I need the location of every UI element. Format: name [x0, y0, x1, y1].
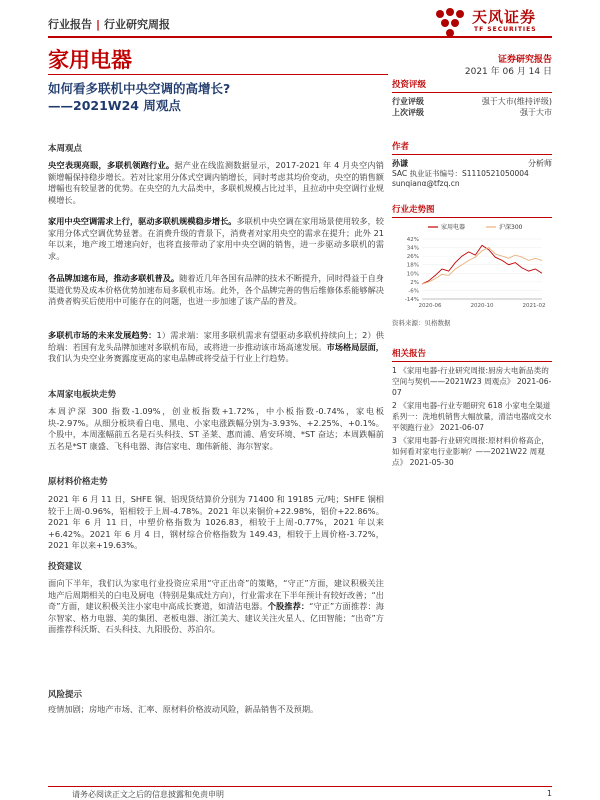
logo-text-cn: 天风证券: [472, 8, 537, 26]
section-risk-heading: 风险提示: [48, 690, 83, 700]
trend-chart: [392, 221, 552, 316]
series-line-2: [422, 248, 542, 284]
view-paragraph-4: [48, 330, 384, 365]
title-line-1: 如何看多联机中央空调的高增长?: [48, 81, 231, 96]
crumb-report: 行业报告: [48, 18, 92, 31]
footer-rule: [48, 786, 552, 787]
x-tick-label: 2021-02: [522, 303, 546, 309]
view-p1-lead: 央空表现亮眼，多联机领跑行业。: [48, 160, 175, 170]
trend-chart-svg: [392, 221, 552, 316]
report-title: [48, 80, 384, 114]
related-report-2[interactable]: 2 《家用电器-行业专题研究 618 小家电全渠道系列一：洗地机销售大幅放量，清洁电器成交水平领跑行业》 2021-06-07: [392, 401, 552, 432]
view-paragraph-3: [48, 273, 384, 308]
related-heading: 相关报告: [392, 347, 552, 362]
page-number: 1: [546, 789, 552, 798]
report-date: 2021 年 06 月 14 日: [464, 67, 552, 77]
header-rule: [48, 36, 552, 38]
section-price-heading: 原材料价格走势: [48, 477, 108, 487]
view-p2-text: 多联机中央空调在家用场景使用较多，较家用分体式空调优势显著。在消费升级的背景下，消费者对家用央空的需求在提升；此外 21 年以来，地产竣工增速向好，也将直接带动了家用中央空调的销售，进一步驱动多联机的需求。: [48, 216, 384, 261]
view-paragraph-2: [48, 216, 384, 262]
section-trend-heading: 本周家电板块走势: [48, 390, 117, 400]
report-type: 证券研究报告: [497, 55, 552, 65]
chart-heading: 行业走势图: [392, 203, 552, 218]
tf-logo-icon: [432, 6, 468, 38]
section-view-heading: 本周观点: [48, 144, 83, 154]
y-tick-label: -6%: [408, 288, 419, 295]
author-heading: 作者: [392, 140, 552, 155]
breadcrumb: [48, 16, 170, 32]
rating-key-1: 行业评级: [392, 97, 424, 106]
view-p1-text: 据产业在线监测数据显示，2017-2021 年 4 月央空内销额增幅保持稳步增长。若对比家用分体式空调内销增长，同时考虑其均价变动，央空的销售额增幅也有较显著的优势。在央空的九大品类中，多联机规模占比过半，且拉动中央空调行业规模增长。: [48, 160, 384, 205]
crumb-separator: |: [96, 18, 101, 31]
section-invest-heading: 投资建议: [48, 562, 83, 572]
view-p4-text-a: 1）需求端：家用多联机需求有望驱动多联机持续向上；2）供给端：若国有龙头品牌加速对多联机布局，或将进一步推动该市场高速发展。: [48, 330, 384, 352]
view-p3-text: 随着近几年各国有品牌的技术不断提升，同时得益于自身渠道优势及成本价格优势加速布局多联机市场。此外，各个品牌完善的售后维修体系能够解决消费者购买后使用中可能存在的问题，也进一步加速了该产品的普及。: [48, 273, 384, 307]
rating-heading: 投资评级: [392, 78, 552, 93]
y-tick-label: -14%: [404, 297, 419, 303]
analyst-name: 孙谦: [392, 159, 408, 168]
y-tick-label: 42%: [406, 237, 419, 243]
x-tick-label: 2020-06: [418, 303, 442, 309]
tf-logo: [432, 4, 552, 40]
risk-paragraph: 疫情加剧；房地产市场、汇率、原材料价格波动风险，新品销售不及预期。: [48, 704, 319, 714]
view-p3-lead: 各品牌加速布局，推动多联机普及。: [48, 273, 180, 283]
analyst-email[interactable]: sunqianα@tfzq.cn: [392, 179, 460, 188]
y-tick-label: 26%: [406, 254, 419, 261]
legend-label-2: 沪深300: [499, 224, 523, 231]
logo-text-en: TF SECURITIES: [474, 26, 537, 33]
view-p4-text-b: 我们认为央空业务赛露度更高的家电品牌或将受益于行业上行趋势。: [48, 353, 294, 364]
sidebar: [392, 78, 552, 470]
x-tick-label: 2020-10: [470, 303, 494, 309]
invest-text-2: “守正”方面推荐：海尔智家、格力电器、美的集团、老板电器、浙江美大、建议关注火星人、亿田智能；“出奇”方面推荐科沃斯、石头科技、九阳股份、苏泊尔。: [48, 601, 384, 635]
analyst-role: 分析师: [528, 159, 552, 168]
related-report-3[interactable]: 3 《家用电器-行业研究周报:原材料价格高企，如何看对家电行业影响？——2021W22 周观点》 2021-05-30: [392, 436, 549, 467]
view-p4-lead: 多联机市场的未来发展趋势：: [48, 330, 157, 340]
rating-value-1: 强于大市(维持评级): [481, 97, 552, 106]
title-line-2: ——2021W24 周观点: [48, 98, 181, 113]
rating-row-previous: [392, 107, 552, 118]
view-p4-lead-2: 市场格局层面，: [326, 341, 384, 352]
rating-row-industry: [392, 96, 552, 107]
title-rule: [48, 74, 388, 75]
y-tick-label: 18%: [406, 262, 419, 269]
invest-text: 面向下半年，我们认为家电行业投资应采用“守正出奇”的策略，“守正”方面，建议积极关注地产后周期相关的白电及厨电（特别是集成灶方向），行业需求在下半年预计有较好改善；“出奇”方面，建议积极关注小家电中高成长赛道，如清洁电器。: [48, 578, 384, 612]
trend-paragraph: 本周沪深 300 指数-1.09%，创业板指数+1.72%，中小板指数-0.74%，家电板块-2.97%。从细分板块看白电、黑电、小家电涨跌幅分别为-3.93%、+2.25%、+0.1%。个股中，本周涨幅前五名是石头科技、ST 圣莱、惠而浦、盾安环境、*ST 奋达；本周跌幅前五名是*ST 康盛、飞科电器、海信家电、珈伟新能、海尔智家。: [48, 406, 384, 451]
rating-value-2: 强于大市: [520, 108, 552, 117]
industry-name: 家用电器: [48, 48, 132, 72]
view-p2-lead: 家用中央空调需求上行，驱动多联机规模稳步增长。: [48, 216, 237, 226]
view-paragraph-1: [48, 160, 384, 206]
related-report-1[interactable]: 1 《家用电器-行业研究周报:厨房大电新品类的空间与契机——2021W23 周观点》 2021-06-07: [392, 366, 552, 397]
y-tick-label: 2%: [410, 279, 419, 286]
y-tick-label: 34%: [406, 245, 419, 252]
chart-source: 资料来源：贝格数据: [392, 319, 451, 327]
rating-key-2: 上次评级: [392, 108, 424, 117]
related-list: [392, 365, 552, 468]
y-tick-label: 10%: [406, 271, 419, 278]
analyst-row: [392, 158, 552, 169]
price-paragraph: 2021 年 6 月 11 日，SHFE 铜、铝现货结算价分别为 71400 和 19185 元/吨；SHFE 铜相较于上周-0.96%，铝相较于上周-4.78%。2021 年以来铜价+22.98%，铝价+22.86%。2021 年 6 月 11 日，中塑价格指数为 1026.83，相较于上周-0.77%，2021 年以来+6.42%。2021 年 6 月 4 日，钢材综合价格指数为 149.43，相较于上周价格-3.72%，2021 年以来+19.63%。: [48, 494, 384, 551]
analyst-cert: SAC 执业证书编号：S1110521050004: [392, 169, 529, 178]
invest-lead: 个股推荐：: [267, 601, 310, 612]
legend-label-1: 家用电器: [441, 224, 466, 231]
crumb-weekly: 行业研究周报: [104, 18, 171, 31]
invest-paragraph: [48, 578, 384, 636]
footer-disclaimer: 请务必阅读正文之后的信息披露和免责申明: [72, 790, 224, 799]
top-bar: [48, 8, 552, 36]
